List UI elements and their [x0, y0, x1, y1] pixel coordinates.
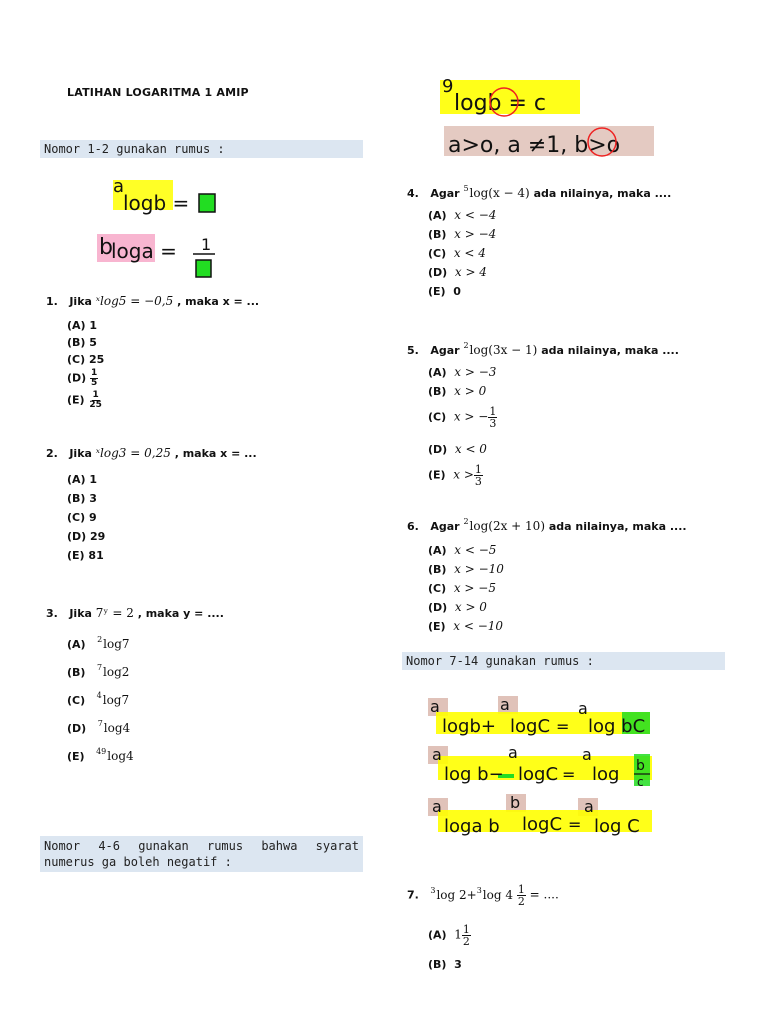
q4-option-c[interactable]: (C) x < 4 [428, 246, 486, 260]
svg-text:log: log [592, 764, 620, 785]
svg-text:1: 1 [201, 235, 212, 254]
svg-text:a: a [432, 797, 442, 816]
svg-text:loga b: loga b [444, 816, 500, 837]
question-3: 3. Jika 7ʸ = 2 , maka y = .... [46, 606, 224, 620]
svg-text:b: b [99, 235, 113, 260]
handwritten-rule-1 [95, 172, 225, 282]
q6-options [428, 541, 504, 636]
q6-option-e[interactable]: (E) x < −10 [428, 619, 504, 633]
q4-option-e[interactable]: (E) 0 [428, 285, 461, 298]
q7-option-b[interactable]: (B) 3 [428, 958, 462, 971]
q3-options [67, 628, 134, 768]
instruction-box-3: Nomor 7-14 gunakan rumus : [402, 652, 725, 670]
question-7: 7. $^3$log 2+$^3$log 4 $\frac{1}{2}$ = .... [407, 883, 559, 908]
q3-option-d[interactable]: (D) $^7$log4 [67, 719, 131, 735]
svg-text:log bC: log bC [588, 716, 646, 737]
q2-option-c[interactable]: (C) 9 [67, 511, 97, 524]
svg-text:=: = [556, 717, 570, 736]
q1-option-e[interactable]: (E) $\frac{1}{25}$ [67, 390, 102, 410]
svg-text:=: = [562, 765, 576, 784]
q2-option-b[interactable]: (B) 3 [67, 492, 97, 505]
q2-option-a[interactable]: (A) 1 [67, 473, 98, 486]
q1-options [67, 317, 104, 410]
q6-option-a[interactable]: (A) x < −5 [428, 543, 497, 557]
q1-option-b[interactable]: (B) 5 [67, 336, 97, 349]
q2-option-d[interactable]: (D) 29 [67, 530, 106, 543]
q3-option-e[interactable]: (E) $^{49}$log4 [67, 747, 134, 763]
svg-text:logC: logC [510, 716, 551, 737]
q5-option-b[interactable]: (B) x > 0 [428, 384, 487, 398]
q4-options [428, 206, 496, 301]
q7-option-a[interactable]: (A) 1 $\frac{1}{2}$ [428, 923, 470, 948]
svg-text:=: = [568, 815, 582, 834]
q4-option-a[interactable]: (A) x < −4 [428, 208, 497, 222]
svg-text:b: b [636, 758, 645, 774]
handwritten-rule-3 [428, 694, 668, 839]
q5-option-c[interactable]: (C) x > − $\frac{1}{3}$ [428, 405, 497, 430]
svg-text:a: a [582, 745, 592, 764]
handwritten-rule-2 [440, 72, 660, 162]
svg-text:logC: logC [518, 764, 559, 785]
svg-text:logb+: logb+ [442, 716, 496, 737]
q2-option-e[interactable]: (E) 81 [67, 549, 104, 562]
question-6: 6. Agar $^2$log(2x + 10) ada nilainya, maka .... [407, 517, 687, 533]
q5-option-d[interactable]: (D) x < 0 [428, 442, 487, 456]
q6-option-c[interactable]: (C) x > −5 [428, 581, 496, 595]
svg-text:a: a [432, 745, 442, 764]
q3-option-c[interactable]: (C) $^4$log7 [67, 691, 130, 707]
question-4: 4. Agar $^5$log(x − 4) ada nilainya, maka .... [407, 184, 672, 200]
instruction-box-2: Nomor 4-6 gunakan rumus bahwa syarat numerus ga boleh negatif : [40, 836, 363, 872]
q5-option-e[interactable]: (E) x > $\frac{1}{3}$ [428, 463, 482, 488]
rule1-line1: logb = [123, 191, 190, 215]
q3-option-a[interactable]: (A) $^2$log7 [67, 635, 130, 651]
svg-text:9: 9 [442, 76, 454, 97]
q2-options [67, 470, 105, 565]
q3-option-b[interactable]: (B) $^7$log2 [67, 663, 130, 679]
instruction-box-1: Nomor 1-2 gunakan rumus : [40, 140, 363, 158]
page-title: LATIHAN LOGARITMA 1 AMIP [67, 86, 249, 99]
svg-text:log b−: log b− [444, 764, 504, 785]
q1-option-d[interactable]: (D) $\frac{1}{5}$ [67, 368, 98, 388]
svg-text:log C: log C [594, 816, 640, 837]
svg-text:a: a [578, 699, 588, 718]
question-1: 1. Jika ˣlog5 = −0,5 , maka x = ... [46, 294, 260, 308]
q1-option-a[interactable]: (A) 1 [67, 319, 98, 332]
svg-text:a>o, a ≠1, b>o: a>o, a ≠1, b>o [448, 133, 621, 158]
svg-text:logC: logC [522, 814, 563, 835]
svg-text:a: a [113, 176, 125, 197]
question-2: 2. Jika ˣlog3 = 0,25 , maka x = ... [46, 446, 257, 460]
svg-text:b: b [510, 793, 521, 812]
q5-option-a[interactable]: (A) x > −3 [428, 365, 497, 379]
svg-text:loga =: loga = [111, 239, 177, 263]
svg-text:a: a [430, 697, 440, 716]
q6-option-b[interactable]: (B) x > −10 [428, 562, 504, 576]
q5-options [428, 365, 497, 500]
svg-text:a: a [508, 743, 518, 762]
svg-text:a: a [500, 695, 510, 714]
q4-option-b[interactable]: (B) x > −4 [428, 227, 497, 241]
q7-options [428, 924, 471, 971]
q1-option-c[interactable]: (C) 25 [67, 353, 105, 366]
svg-text:a: a [584, 797, 594, 816]
svg-text:logb = c: logb = c [454, 91, 547, 116]
svg-text:c: c [637, 775, 644, 789]
q4-option-d[interactable]: (D) x > 4 [428, 265, 487, 279]
q6-option-d[interactable]: (D) x > 0 [428, 600, 487, 614]
question-5: 5. Agar $^2$log(3x − 1) ada nilainya, maka .... [407, 341, 679, 357]
